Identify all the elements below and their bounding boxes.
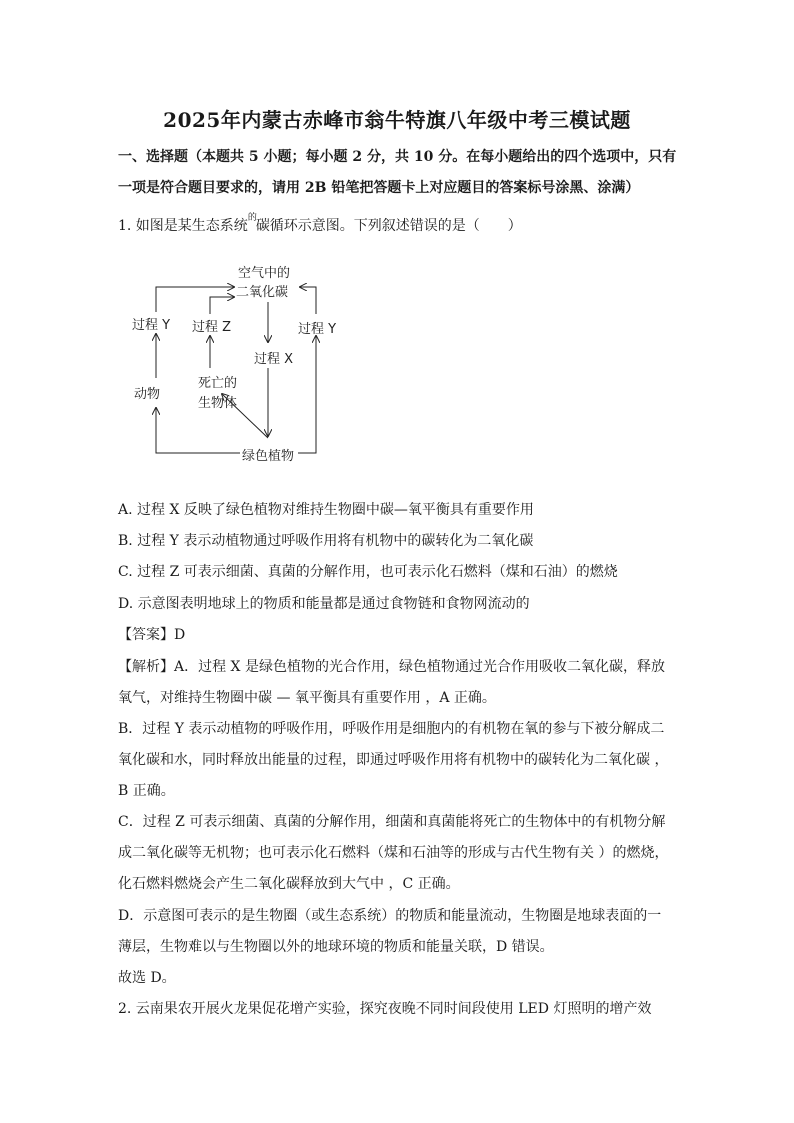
analysis-line: 成二氧化碳等无机物；也可表示化石燃料（煤和石油等的形成与古代生物有关 ）的燃烧， — [118, 845, 669, 861]
label-process-y-right: 过程 Y — [298, 322, 337, 337]
question-1-option-b: B. 过程 Y 表示动植物通过呼吸作用将有机物中的碳转化为二氧化碳 — [118, 533, 534, 549]
question-1-stem-superscript: 的 — [247, 213, 257, 223]
page-title: 2025年内蒙古赤峰市翁牛特旗八年级中考三模试题 — [163, 108, 631, 132]
label-dead-line-1: 死亡的 — [198, 376, 238, 391]
question-1-option-c: C. 过程 Z 可表示细菌、真菌的分解作用，也可表示化石燃料（煤和石油）的燃烧 — [118, 564, 618, 580]
analysis-line: D．示意图可表示的是生物圈（或生态系统）的物质和能量流动，生物圈是地球表面的一 — [118, 908, 662, 924]
label-process-z: 过程 Z — [192, 320, 232, 335]
arrow-process-y-right-to-co2 — [300, 287, 316, 314]
analysis-line: 氧气，对维持生物圈中碳 — 氧平衡具有重要作用 ，A 正确。 — [118, 690, 496, 706]
label-co2-line-2: 二氧化碳 — [236, 285, 289, 300]
carbon-cycle-diagram — [118, 250, 358, 470]
label-dead-line-2: 生物体 — [198, 396, 238, 411]
question-1-option-a: A. 过程 X 反映了绿色植物对维持生物圈中碳—氧平衡具有重要作用 — [118, 502, 534, 518]
analysis-line: C．过程 Z 可表示细菌、真菌的分解作用，细菌和真菌能将死亡的生物体中的有机物分解 — [118, 814, 666, 830]
analysis-conclusion: 故选 D。 — [118, 970, 176, 986]
arrow-process-y-left-to-co2 — [156, 287, 234, 312]
label-process-x: 过程 X — [254, 352, 294, 367]
label-process-y-left: 过程 Y — [132, 318, 171, 333]
analysis-line: B 正确。 — [118, 783, 175, 799]
question-1-stem-part-a: 1. 如图是某生态系统 — [118, 218, 248, 234]
question-1-option-d: D. 示意图表明地球上的物质和能量都是通过食物链和食物网流动的 — [118, 596, 530, 612]
question-1-answer: 【答案】D — [118, 627, 186, 643]
label-co2-line-1: 空气中的 — [238, 266, 291, 281]
section-instructions-line-2: 一项是符合题目要求的，请用 2B 铅笔把答题卡上对应题目的答案标号涂黑、涂满） — [118, 180, 640, 196]
analysis-line: 【解析】A．过程 X 是绿色植物的光合作用，绿色植物通过光合作用吸收二氧化碳，释放 — [118, 659, 665, 675]
label-animal: 动物 — [134, 387, 161, 402]
analysis-line: 氧化碳和水，同时释放出能量的过程，即通过呼吸作用将有机物中的碳转化为二氧化碳 ， — [118, 752, 669, 768]
arrow-plant-to-process-y-right — [298, 336, 316, 453]
question-1-stem-part-b: 碳循环示意图。下列叙述错误的是（ ） — [255, 218, 522, 234]
analysis-line: 化石燃料燃烧会产生二氧化碳释放到大气中 ，C 正确。 — [118, 876, 460, 892]
label-green-plant: 绿色植物 — [242, 449, 295, 464]
arrow-process-z-to-co2 — [210, 297, 234, 314]
section-instructions-line-1: 一、选择题（本题共 5 小题；每小题 2 分，共 10 分。在每小题给出的四个选项中，只有 — [118, 149, 677, 165]
question-1-stem — [118, 215, 683, 235]
analysis-line: 薄层，生物难以与生物圈以外的地球环境的物质和能量关联，D 错误。 — [118, 939, 554, 955]
analysis-line: B．过程 Y 表示动植物的呼吸作用，呼吸作用是细胞内的有机物在氧的参与下被分解成二 — [118, 721, 665, 737]
question-2-stem: 2. 云南果农开展火龙果促花增产实验，探究夜晚不同时间段使用 LED 灯照明的增产效 — [118, 1001, 652, 1017]
arrow-plant-to-animal — [156, 408, 240, 453]
